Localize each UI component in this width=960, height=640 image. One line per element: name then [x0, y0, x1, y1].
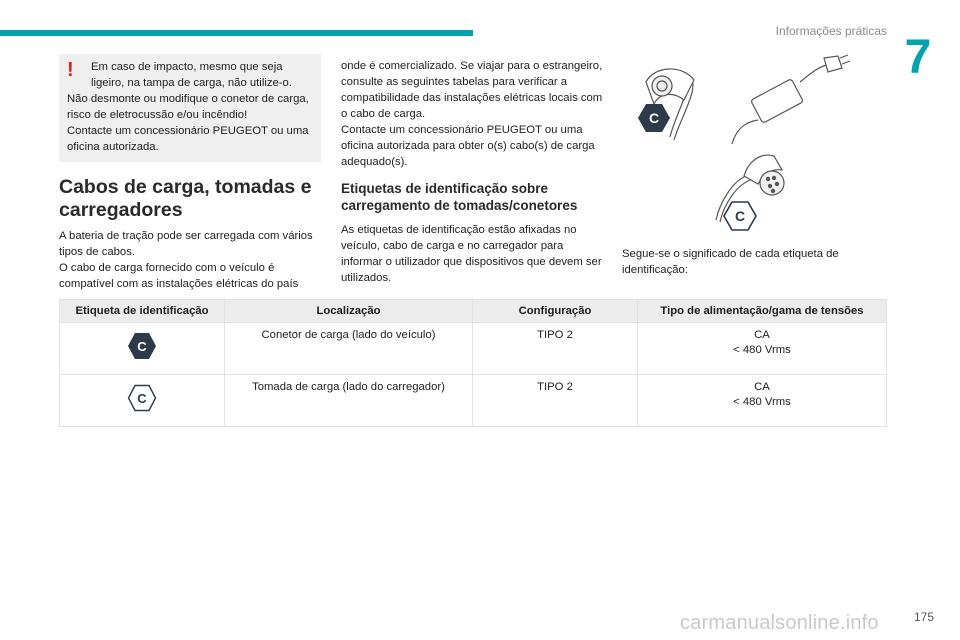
voltage-range: < 480 Vrms: [733, 344, 791, 356]
table-row: [60, 375, 887, 427]
warning-text: [67, 59, 313, 155]
paragraph-line: identificação:: [622, 264, 688, 276]
column-header: Etiqueta de identificação: [60, 300, 225, 323]
paragraph-line: Contacte um concessionário PEUGEOT ou uma: [341, 124, 583, 136]
warning-line: Não desmonte ou modifique o conetor de carga,: [67, 93, 309, 105]
configuration-cell: TIPO 2: [473, 375, 638, 427]
location-cell: Tomada de carga (lado do carregador): [225, 375, 473, 427]
paragraph-line: O cabo de carga fornecido com o veículo é: [59, 262, 275, 274]
paragraph-line: onde é comercializado. Se viajar para o estrangeiro,: [341, 60, 603, 72]
paragraph-line: Segue-se o significado de cada etiqueta de: [622, 248, 839, 260]
paragraph-line: o cabo de carga.: [341, 108, 426, 120]
paragraph-line: tipos de cabos.: [59, 246, 135, 258]
configuration-cell: TIPO 2: [473, 323, 638, 375]
paragraph-line: compatível com as instalações elétricas do país: [59, 278, 299, 290]
column-2: [341, 58, 605, 286]
power-cell: [638, 375, 887, 427]
paragraph-line: adequado(s).: [341, 156, 408, 168]
hexagon-outline-c-icon: [127, 384, 157, 412]
label-letter: C: [648, 110, 660, 126]
table-row: [60, 323, 887, 375]
hexagon-filled-c-icon: [127, 332, 157, 360]
table-header-row: [60, 300, 887, 323]
table-intro: [622, 246, 884, 278]
warning-line: Em caso de impacto, mesmo que seja: [91, 61, 283, 73]
paragraph-line: A bateria de tração pode ser carregada com vários: [59, 230, 313, 242]
label-letter: C: [734, 208, 746, 224]
power-type: CA: [754, 381, 770, 393]
paragraph-line: utilizados.: [341, 272, 392, 284]
header-accent-bar: [0, 30, 473, 36]
label-letter: C: [137, 339, 147, 354]
column-1: [59, 176, 323, 292]
warning-line: Contacte um concessionário PEUGEOT ou uma: [67, 125, 309, 137]
identification-table: [59, 299, 887, 427]
label-cell: [60, 375, 225, 427]
warning-line: oficina autorizada.: [67, 141, 159, 153]
subsection-heading: Etiquetas de identificação sobre carregamento de tomadas/conetores: [341, 181, 578, 213]
power-cell: [638, 323, 887, 375]
column-header: Configuração: [473, 300, 638, 323]
voltage-range: < 480 Vrms: [733, 396, 791, 408]
label-letter: C: [137, 391, 147, 406]
warning-icon: !: [67, 59, 74, 81]
paragraph-line: veículo, cabo de carga e no carregador para: [341, 240, 564, 252]
page-number: 175: [913, 610, 934, 624]
power-type: CA: [754, 329, 770, 341]
paragraph-line: informar o utilizador que dispositivos que devem ser: [341, 256, 602, 268]
paragraph-line: consulte as seguintes tabelas para verificar a: [341, 76, 568, 88]
charging-cable-illustration: [624, 52, 884, 237]
location-cell: Conetor de carga (lado do veículo): [225, 323, 473, 375]
watermark: carmanualsonline.info: [680, 612, 879, 634]
paragraph-line: compatibilidade das instalações elétricas locais com: [341, 92, 603, 104]
section-title: Informações práticas: [775, 24, 887, 38]
section-heading: Cabos de carga, tomadas e carregadores: [59, 176, 312, 221]
column-header: Localização: [225, 300, 473, 323]
warning-box: [59, 54, 321, 162]
warning-line: risco de eletrocussão e/ou incêndio!: [67, 109, 248, 121]
intro-paragraph: [59, 228, 323, 292]
warning-line: ligeiro, na tampa de carga, não utilize-o.: [91, 77, 292, 89]
column-header: Tipo de alimentação/gama de tensões: [638, 300, 887, 323]
chapter-number: 7: [904, 31, 932, 84]
paragraph-line: oficina autorizada para obter o(s) cabo(s) de carga: [341, 140, 595, 152]
label-cell: [60, 323, 225, 375]
paragraph-line: As etiquetas de identificação estão afixadas no: [341, 224, 577, 236]
